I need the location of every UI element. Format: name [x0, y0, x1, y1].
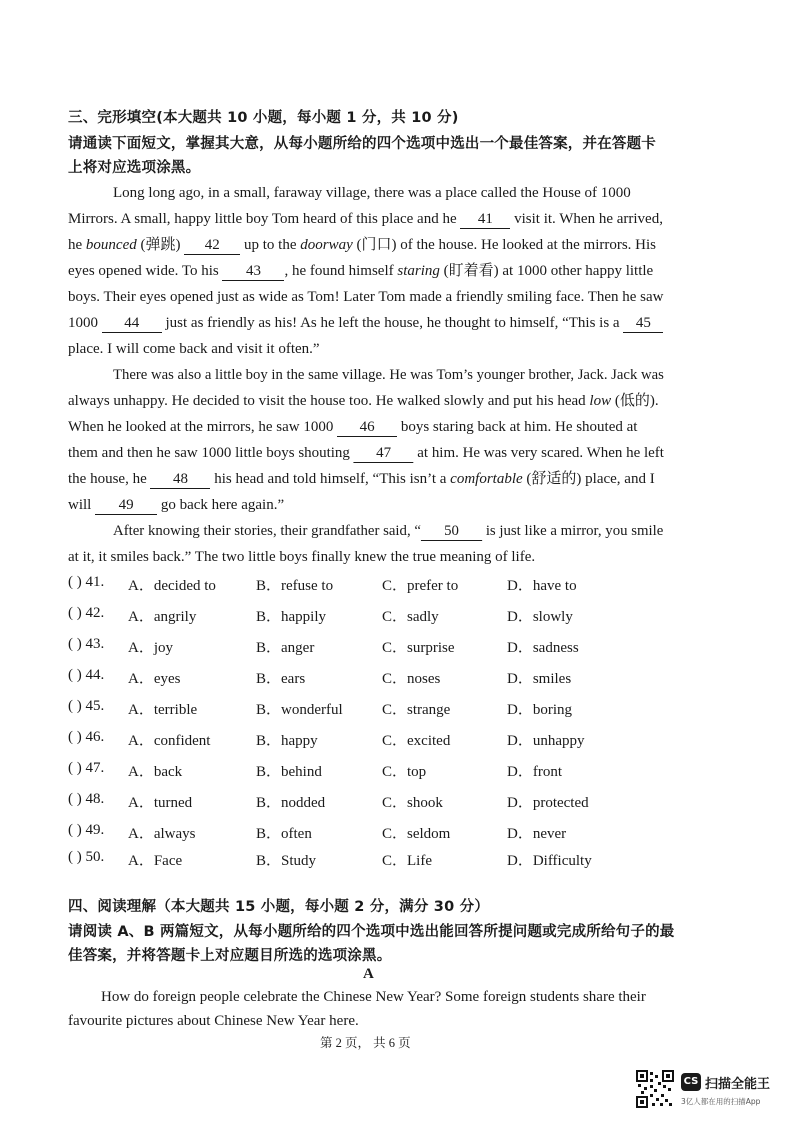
option-c[interactable]: C．surprise — [382, 640, 455, 656]
passage-line: After knowing their stories, their grandfather said, “ 50 is just like a mirror, you smile — [113, 523, 664, 539]
option-d[interactable]: D．unhappy — [507, 733, 585, 749]
option-b[interactable]: B．refuse to — [256, 578, 334, 594]
option-b[interactable]: B．Study — [256, 853, 317, 869]
option-b[interactable]: B．often — [256, 826, 312, 842]
section-3-instruction-line-1: 请通读下面短文，掌握其大意，从每小题所给的四个选项中选出一个最佳答案，并在答题卡 — [68, 136, 656, 152]
option-a[interactable]: A．eyes — [128, 671, 181, 687]
blank-48[interactable]: 48 — [150, 470, 210, 489]
question-number[interactable]: ( ) 46. — [68, 729, 105, 745]
option-b[interactable]: B．wonderful — [256, 702, 343, 718]
option-c[interactable]: C．strange — [382, 702, 451, 718]
option-b[interactable]: B．ears — [256, 671, 306, 687]
option-a[interactable]: A．joy — [128, 640, 174, 656]
option-c[interactable]: C．shook — [382, 795, 443, 811]
question-number[interactable]: ( ) 41. — [68, 574, 105, 590]
option-d[interactable]: D．sadness — [507, 640, 579, 656]
option-a[interactable]: A．turned — [128, 795, 193, 811]
section-4-instruction-line-2: 佳答案，并将答题卡上对应题目所选的选项涂黑。 — [68, 948, 392, 964]
option-c[interactable]: C．top — [382, 764, 427, 780]
passage-line: the house, he 48 his head and told himself, “This isn’t a comfortable (舒适的) place, and I — [68, 471, 655, 487]
passage-line: eyes opened wide. To his 43 , he found himself staring (盯着看) at 1000 other happy little — [68, 263, 654, 279]
part-label: A — [363, 966, 374, 982]
passage-line: at it, it smiles back.” The two little boys finally knew the true meaning of life. — [68, 549, 536, 565]
passage-line: them and then he saw 1000 little boys shouting 47 at him. He was very scared. When he left — [68, 445, 664, 461]
passage-line: When he looked at the mirrors, he saw 1000 46 boys staring back at him. He shouted at — [68, 419, 638, 435]
option-b[interactable]: B．happily — [256, 609, 326, 625]
question-number[interactable]: ( ) 45. — [68, 698, 105, 714]
option-d[interactable]: D．Difficulty — [507, 853, 592, 869]
passage-line: will 49 go back here again.” — [68, 497, 285, 513]
question-number[interactable]: ( ) 42. — [68, 605, 105, 621]
reading-intro-line-2: favourite pictures about Chinese New Year here. — [68, 1013, 359, 1029]
passage-line: 1000 44 just as friendly as his! As he left the house, he thought to himself, “This is a 45 — [68, 310, 663, 336]
passage-line: place. I will come back and visit it often.” — [68, 341, 320, 357]
option-b[interactable]: B．nodded — [256, 795, 326, 811]
camscanner-tagline: 3亿人都在用的扫描App — [681, 1097, 761, 1106]
option-b[interactable]: B．anger — [256, 640, 315, 656]
section-4-instruction-line-1: 请阅读 A、B 两篇短文，从每小题所给的四个选项中选出能回答所提问题或完成所给句子的最 — [68, 924, 675, 940]
blank-46[interactable]: 46 — [337, 418, 397, 437]
option-d[interactable]: D．slowly — [507, 609, 573, 625]
passage-line: he bounced (弹跳) 42 up to the doorway (门口) of the house. He looked at the mirrors. His — [68, 237, 657, 253]
section-3-heading: 三、完形填空(本大题共 10 小题，每小题 1 分，共 10 分) — [68, 110, 459, 126]
passage-line: Mirrors. A small, happy little boy Tom heard of this place and he 41 visit it. When he arrived, — [68, 211, 663, 227]
camscanner-logo: CS — [681, 1073, 701, 1091]
option-a[interactable]: A．decided to — [128, 578, 216, 594]
question-number[interactable]: ( ) 43. — [68, 636, 105, 652]
blank-50[interactable]: 50 — [421, 522, 482, 541]
question-number[interactable]: ( ) 50. — [68, 849, 105, 865]
question-number[interactable]: ( ) 49. — [68, 822, 105, 838]
option-d[interactable]: D．have to — [507, 578, 577, 594]
option-b[interactable]: B．behind — [256, 764, 322, 780]
blank-42[interactable]: 42 — [184, 236, 240, 255]
option-c[interactable]: C．Life — [382, 853, 432, 869]
blank-47[interactable]: 47 — [354, 444, 414, 463]
option-a[interactable]: A．angrily — [128, 609, 197, 625]
option-c[interactable]: C．excited — [382, 733, 451, 749]
question-number[interactable]: ( ) 48. — [68, 791, 105, 807]
passage-line: always unhappy. He decided to visit the house too. He walked slowly and put his head low (低的). — [68, 393, 659, 409]
option-c[interactable]: C．noses — [382, 671, 441, 687]
section-3-instruction-line-2: 上将对应选项涂黑。 — [68, 160, 201, 176]
passage-line: Long long ago, in a small, faraway village, there was a place called the House of 1000 — [113, 185, 631, 201]
blank-43[interactable]: 43 — [222, 262, 284, 281]
option-d[interactable]: D．protected — [507, 795, 589, 811]
blank-41[interactable]: 41 — [460, 210, 510, 229]
blank-44[interactable]: 44 — [102, 314, 162, 333]
passage-line: There was also a little boy in the same village. He was Tom’s younger brother, Jack. Jack was — [113, 367, 664, 383]
option-c[interactable]: C．prefer to — [382, 578, 459, 594]
option-d[interactable]: D．front — [507, 764, 562, 780]
page-number: 第 2 页， 共 6 页 — [320, 1036, 411, 1050]
option-c[interactable]: C．sadly — [382, 609, 439, 625]
option-d[interactable]: D．never — [507, 826, 567, 842]
passage-line: boys. Their eyes opened just as wide as Tom! Later Tom made a friendly smiling face. Then he saw — [68, 289, 664, 305]
question-number[interactable]: ( ) 47. — [68, 760, 105, 776]
option-b[interactable]: B．happy — [256, 733, 318, 749]
camscanner-name: 扫描全能王 — [705, 1077, 771, 1092]
qr-code-icon — [636, 1070, 674, 1108]
reading-intro-line-1: How do foreign people celebrate the Chinese New Year? Some foreign students share their — [101, 989, 646, 1005]
section-4-heading: 四、阅读理解（本大题共 15 小题，每小题 2 分，满分 30 分） — [68, 899, 490, 915]
option-a[interactable]: A．back — [128, 764, 183, 780]
option-a[interactable]: A．always — [128, 826, 196, 842]
option-a[interactable]: A．terrible — [128, 702, 198, 718]
blank-49[interactable]: 49 — [95, 496, 157, 515]
option-d[interactable]: D．boring — [507, 702, 572, 718]
question-number[interactable]: ( ) 44. — [68, 667, 105, 683]
blank-45[interactable]: 45 — [623, 314, 663, 333]
option-a[interactable]: A．confident — [128, 733, 211, 749]
option-c[interactable]: C．seldom — [382, 826, 451, 842]
option-a[interactable]: A．Face — [128, 853, 183, 869]
option-d[interactable]: D．smiles — [507, 671, 572, 687]
